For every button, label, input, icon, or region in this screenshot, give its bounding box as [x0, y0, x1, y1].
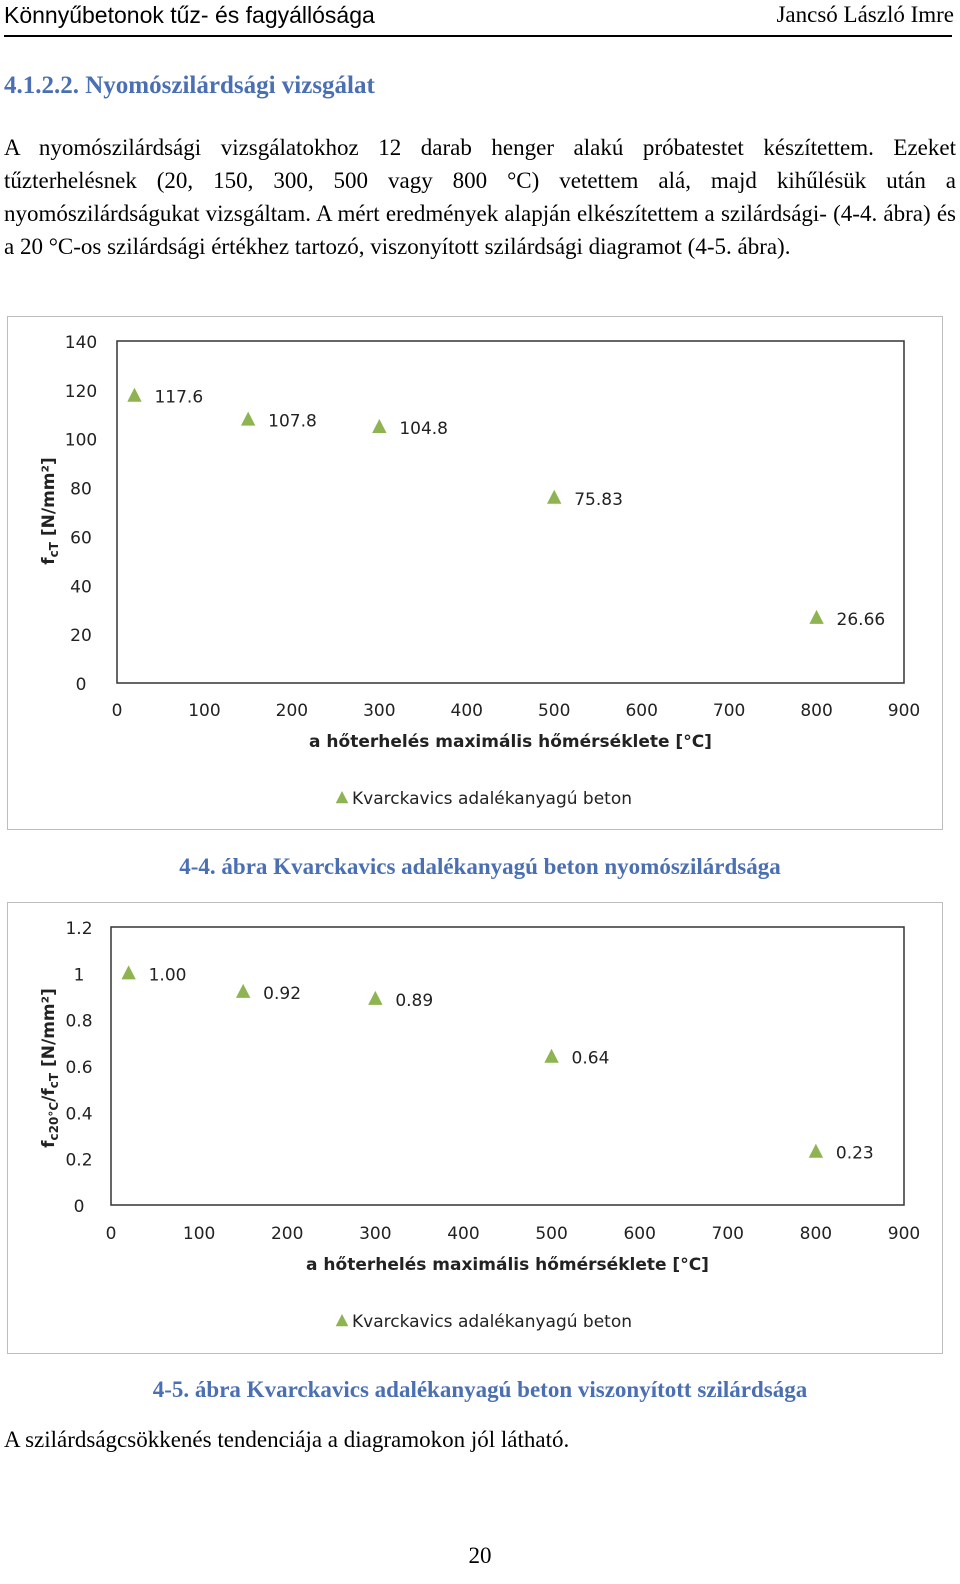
x-tick-label: 800	[800, 701, 833, 721]
plot-area	[111, 927, 904, 1205]
chart-1-svg	[8, 317, 942, 829]
y-axis-title: $f_{c20^\circ C}/f_{cT}$ [N/mm²]	[39, 988, 61, 1148]
y-tick-label: 40	[70, 577, 92, 598]
x-tick-label: 100	[182, 1224, 216, 1244]
y-tick-label: 140	[64, 333, 98, 353]
closing-sentence: A szilárdságcsökkenés tendenciája a diagramokon jól látható.	[4, 1427, 570, 1452]
plot-area	[117, 341, 904, 683]
running-header-author: Jancsó László Imre	[776, 2, 954, 27]
y-tick-label: 20	[70, 626, 92, 647]
x-tick-label: 500	[537, 701, 571, 721]
y-tick-label: 0.8	[65, 1011, 93, 1032]
y-tick-label: 0.4	[65, 1104, 93, 1125]
x-tick-label: 600	[623, 1224, 656, 1244]
y-tick-label: 100	[64, 430, 98, 451]
x-tick-label: 100	[188, 701, 221, 721]
data-point	[241, 412, 255, 426]
body-paragraph: A nyomószilárdsági vizsgálatokhoz 12 darab henger alakú próbatestet készítettem. Ezeket tűzterhelésnek (20, 150, 300, 500 vagy 800 °C) vetettem alá, majd kihűlésük után a nyomószilárdságukat vizsgáltam. A mért eredmények alapján elkészítettem a szilárdsági- (4-4. ábra) és a 20 °C-os szilárdsági értékhez tartozó, viszonyított szilárdsági diagramot (4-5. ábra).	[4, 135, 956, 259]
x-tick-label: 800	[799, 1224, 833, 1244]
data-label: 117.6	[154, 387, 204, 408]
data-point	[236, 984, 250, 998]
data-label: 26.66	[836, 609, 886, 630]
data-point	[368, 991, 382, 1005]
x-tick-label: 700	[711, 1224, 745, 1244]
figure-4-5-caption: 4-5. ábra Kvarckavics adalékanyagú beton viszonyított szilárdsága	[152, 1377, 808, 1402]
data-point	[809, 610, 823, 624]
data-label: 107.8	[268, 411, 317, 432]
y-tick-label: 1.2	[65, 919, 93, 939]
x-tick-label: 900	[887, 701, 921, 721]
data-point	[547, 490, 561, 504]
x-tick-label: 900	[887, 1224, 921, 1244]
legend-label: Kvarckavics adalékanyagú beton	[352, 1312, 633, 1332]
x-tick-label: 400	[450, 701, 484, 721]
x-tick-label: 200	[275, 701, 309, 721]
x-axis-title: a hőterhelés maximális hőmérséklete [°C]	[309, 732, 712, 752]
figure-4-4-caption: 4-4. ábra Kvarckavics adalékanyagú beton nyomószilárdsága	[179, 854, 781, 879]
data-point	[121, 965, 135, 979]
y-tick-label: 60	[70, 528, 92, 549]
data-label: 0.64	[571, 1048, 610, 1069]
section-heading: 4.1.2.2. Nyomószilárdsági vizsgálat	[4, 72, 375, 99]
y-tick-label: 120	[64, 381, 98, 402]
data-point	[127, 388, 141, 402]
data-label: 75.83	[574, 489, 623, 510]
x-tick-label: 200	[270, 1224, 304, 1244]
page-number: 20	[468, 1543, 492, 1568]
y-tick-label: 0.2	[65, 1150, 93, 1171]
legend-marker	[336, 791, 349, 803]
x-tick-label: 300	[363, 701, 396, 721]
x-tick-label: 700	[712, 701, 746, 721]
y-tick-label: 1	[73, 965, 85, 986]
data-point	[372, 419, 386, 433]
data-label: 0.23	[835, 1143, 874, 1164]
running-header-title: Könnyűbetonok tűz- és fagyállósága	[4, 2, 375, 28]
y-tick-label: 0	[75, 675, 87, 695]
data-label: 1.00	[148, 965, 187, 986]
y-tick-label: 80	[70, 479, 92, 500]
x-axis-title: a hőterhelés maximális hőmérséklete [°C]	[306, 1255, 709, 1275]
x-tick-label: 300	[359, 1224, 392, 1244]
data-label: 0.92	[263, 983, 302, 1004]
chart-2-svg	[8, 903, 942, 1353]
x-tick-label: 500	[535, 1224, 568, 1244]
x-tick-label: 600	[625, 701, 658, 721]
header-rule	[4, 35, 952, 37]
y-tick-label: 0.6	[65, 1058, 93, 1078]
y-axis-title: $f_{cT}$ [N/mm²]	[39, 457, 61, 565]
data-label: 104.8	[399, 418, 449, 439]
chart-relative-strength	[7, 902, 943, 1354]
legend-label: Kvarckavics adalékanyagú beton	[352, 789, 633, 809]
y-tick-label: 0	[73, 1197, 85, 1217]
x-tick-label: 400	[447, 1224, 480, 1244]
data-point	[544, 1049, 558, 1063]
chart-compressive-strength	[7, 316, 943, 830]
x-tick-label: 0	[105, 1224, 117, 1244]
data-point	[809, 1144, 823, 1158]
x-tick-label: 0	[111, 701, 123, 721]
legend-marker	[336, 1314, 349, 1326]
data-label: 0.89	[395, 990, 434, 1011]
